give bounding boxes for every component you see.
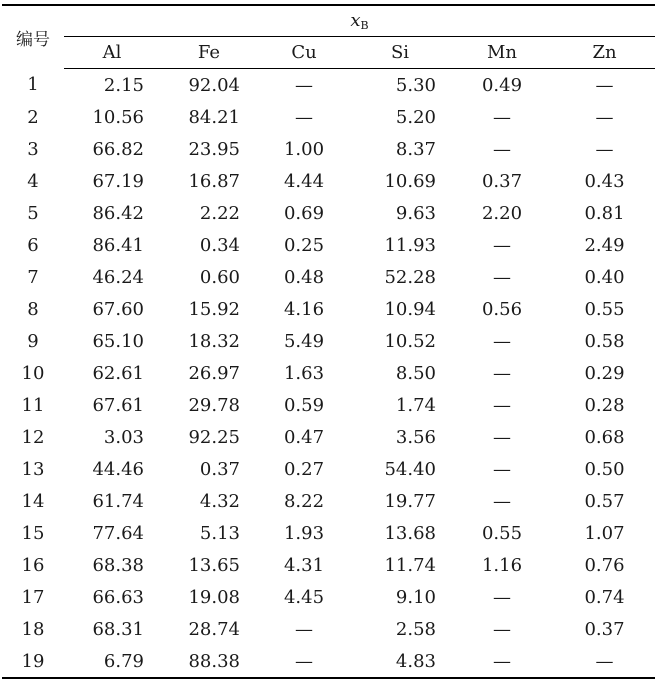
table-row — [2, 69, 655, 102]
cell-mn: — — [493, 426, 511, 448]
cell-zn: 0.37 — [584, 618, 625, 640]
cell-al: 61.74 — [92, 490, 144, 512]
cell-si: 10.94 — [384, 298, 436, 320]
header-row-group — [2, 5, 655, 37]
table-row — [2, 613, 655, 645]
cell-al: 68.31 — [92, 618, 144, 640]
cell-al: 62.61 — [92, 362, 144, 384]
column-header-cu: Cu — [258, 37, 350, 69]
cell-zn: 0.76 — [584, 554, 625, 576]
cell-si: 2.58 — [395, 618, 436, 640]
cell-fe: 0.34 — [199, 234, 240, 256]
cell-zn: 1.07 — [584, 522, 625, 544]
table-row — [2, 261, 655, 293]
cell-zn: — — [595, 106, 614, 128]
cell-si: 9.10 — [395, 586, 436, 608]
cell-mn: 0.55 — [481, 522, 523, 544]
row-index-cell: 14 — [21, 490, 45, 512]
cell-zn: — — [595, 138, 614, 160]
cell-cu: — — [295, 74, 313, 96]
cell-fe: 84.21 — [188, 106, 240, 128]
row-index-cell: 4 — [27, 170, 39, 192]
cell-cu: 0.27 — [283, 458, 325, 480]
cell-cu: 0.59 — [283, 394, 325, 416]
cell-fe: 13.65 — [188, 554, 240, 576]
table-row — [2, 293, 655, 325]
mole-fraction-group-header — [64, 5, 655, 37]
cell-mn: — — [493, 138, 511, 160]
cell-al: 77.64 — [92, 522, 144, 544]
cell-cu: 0.47 — [283, 426, 325, 448]
cell-fe: 23.95 — [188, 138, 240, 160]
cell-si: 11.74 — [384, 554, 436, 576]
table-row — [2, 421, 655, 453]
row-index-cell: 18 — [21, 618, 45, 640]
cell-zn: 0.68 — [584, 426, 625, 448]
cell-zn: 0.50 — [584, 458, 625, 480]
cell-si: 3.56 — [395, 426, 436, 448]
row-index-cell: 17 — [21, 586, 45, 608]
table-row — [2, 357, 655, 389]
cell-cu: 8.22 — [283, 490, 325, 512]
row-index-cell: 12 — [21, 426, 45, 448]
row-index-cell: 5 — [27, 202, 39, 224]
cell-mn: — — [493, 586, 511, 608]
cell-cu: 5.49 — [283, 330, 325, 352]
row-index-cell: 8 — [27, 298, 39, 320]
cell-mn: — — [493, 330, 511, 352]
cell-fe: 15.92 — [188, 298, 240, 320]
row-index-cell: 9 — [27, 330, 39, 352]
cell-si: 4.83 — [350, 645, 450, 678]
cell-zn: 2.49 — [584, 234, 625, 256]
table-row — [2, 549, 655, 581]
cell-fe: 0.37 — [199, 458, 240, 480]
cell-si: 52.28 — [384, 266, 436, 288]
cell-si: 8.50 — [395, 362, 436, 384]
cell-cu: 0.69 — [283, 202, 325, 224]
cell-si: 1.74 — [395, 394, 436, 416]
cell-al: 67.19 — [92, 170, 144, 192]
cell-zn: 0.28 — [584, 394, 625, 416]
table-row — [2, 485, 655, 517]
row-index-cell: 2 — [27, 106, 39, 128]
table-row — [2, 389, 655, 421]
row-index-cell: 13 — [21, 458, 45, 480]
cell-mn: — — [493, 490, 511, 512]
cell-cu: 4.16 — [283, 298, 325, 320]
cell-mn: 0.49 — [481, 74, 523, 96]
cell-cu: 0.48 — [283, 266, 325, 288]
table-row — [2, 229, 655, 261]
column-header-fe: Fe — [160, 37, 258, 69]
table-body — [2, 69, 655, 679]
cell-zn: 0.58 — [584, 330, 625, 352]
table-row — [2, 325, 655, 357]
cell-fe: 5.13 — [199, 522, 240, 544]
cell-cu: — — [295, 618, 313, 640]
cell-mn: — — [493, 106, 511, 128]
cell-zn: 0.29 — [584, 362, 625, 384]
column-header-al: Al — [64, 37, 160, 69]
cell-si: 13.68 — [384, 522, 436, 544]
cell-mn: — — [493, 234, 511, 256]
column-header-si: Si — [350, 37, 450, 69]
cell-zn: — — [554, 645, 655, 678]
table-row — [2, 165, 655, 197]
cell-fe: 19.08 — [188, 586, 240, 608]
index-column-header: 编号 — [2, 5, 64, 69]
cell-si: 9.63 — [395, 202, 436, 224]
cell-zn: 0.43 — [584, 170, 625, 192]
cell-si: 8.37 — [395, 138, 436, 160]
cell-al: 44.46 — [92, 458, 144, 480]
cell-si: 11.93 — [384, 234, 436, 256]
cell-al: 3.03 — [103, 426, 144, 448]
table-row — [2, 453, 655, 485]
cell-zn: 0.40 — [584, 266, 625, 288]
cell-cu: 1.63 — [283, 362, 325, 384]
table-row — [2, 645, 655, 678]
cell-al: 65.10 — [92, 330, 144, 352]
cell-cu: 4.44 — [283, 170, 325, 192]
row-index-cell: 7 — [27, 266, 39, 288]
cell-al: 10.56 — [92, 106, 144, 128]
row-index-cell: 19 — [2, 645, 64, 678]
cell-cu: 1.93 — [283, 522, 325, 544]
cell-al: 6.79 — [64, 645, 160, 678]
cell-mn: — — [493, 266, 511, 288]
table-row — [2, 581, 655, 613]
cell-mn: 1.16 — [481, 554, 523, 576]
cell-si: 10.52 — [384, 330, 436, 352]
row-index-cell: 11 — [21, 394, 45, 416]
cell-al: 68.38 — [92, 554, 144, 576]
cell-fe: 92.25 — [188, 426, 240, 448]
group-label-subscript: B — [360, 19, 369, 32]
cell-cu: 4.45 — [283, 586, 325, 608]
cell-zn: 0.57 — [584, 490, 625, 512]
table-row — [2, 517, 655, 549]
table-header — [2, 5, 655, 69]
row-index-cell: 15 — [21, 522, 45, 544]
cell-al: 86.41 — [92, 234, 144, 256]
cell-si: 5.20 — [395, 106, 436, 128]
column-header-mn: Mn — [450, 37, 554, 69]
cell-cu: — — [295, 106, 313, 128]
table-row — [2, 101, 655, 133]
row-index-cell: 10 — [21, 362, 45, 384]
cell-fe: 0.60 — [199, 266, 240, 288]
cell-cu: 0.25 — [283, 234, 325, 256]
column-header-zn: Zn — [554, 37, 655, 69]
cell-zn: 0.74 — [584, 586, 625, 608]
cell-fe: 16.87 — [188, 170, 240, 192]
row-index-cell: 16 — [21, 554, 45, 576]
cell-mn: — — [493, 394, 511, 416]
cell-zn: 0.81 — [584, 202, 625, 224]
cell-zn: — — [595, 74, 614, 96]
cell-al: 67.60 — [92, 298, 144, 320]
cell-mn: — — [493, 362, 511, 384]
table-row — [2, 133, 655, 165]
cell-al: 66.63 — [92, 586, 144, 608]
row-index-cell: 3 — [27, 138, 39, 160]
cell-zn: 0.55 — [584, 298, 625, 320]
cell-fe: 28.74 — [188, 618, 240, 640]
cell-fe: 26.97 — [188, 362, 240, 384]
group-label-symbol: x — [350, 10, 361, 31]
cell-al: 66.82 — [92, 138, 144, 160]
cell-si: 19.77 — [384, 490, 436, 512]
cell-mn: — — [493, 458, 511, 480]
cell-cu: 1.00 — [283, 138, 325, 160]
cell-al: 46.24 — [92, 266, 144, 288]
cell-fe: 2.22 — [199, 202, 240, 224]
cell-al: 86.42 — [92, 202, 144, 224]
cell-mn: 0.37 — [481, 170, 523, 192]
cell-mn: — — [450, 645, 554, 678]
cell-fe: 88.38 — [160, 645, 258, 678]
cell-cu: 4.31 — [283, 554, 325, 576]
composition-table — [2, 4, 655, 679]
row-index-cell: 6 — [27, 234, 39, 256]
table-row — [2, 197, 655, 229]
cell-mn: 2.20 — [481, 202, 523, 224]
cell-al: 2.15 — [103, 74, 144, 96]
cell-fe: 29.78 — [188, 394, 240, 416]
cell-si: 10.69 — [384, 170, 436, 192]
cell-si: 54.40 — [384, 458, 436, 480]
header-row-elements — [2, 37, 655, 69]
cell-fe: 4.32 — [199, 490, 240, 512]
cell-al: 67.61 — [92, 394, 144, 416]
cell-mn: 0.56 — [481, 298, 523, 320]
cell-fe: 18.32 — [188, 330, 240, 352]
cell-mn: — — [493, 618, 511, 640]
cell-cu: — — [258, 645, 350, 678]
cell-fe: 92.04 — [188, 74, 240, 96]
cell-si: 5.30 — [395, 74, 436, 96]
row-index-cell: 1 — [27, 74, 39, 96]
